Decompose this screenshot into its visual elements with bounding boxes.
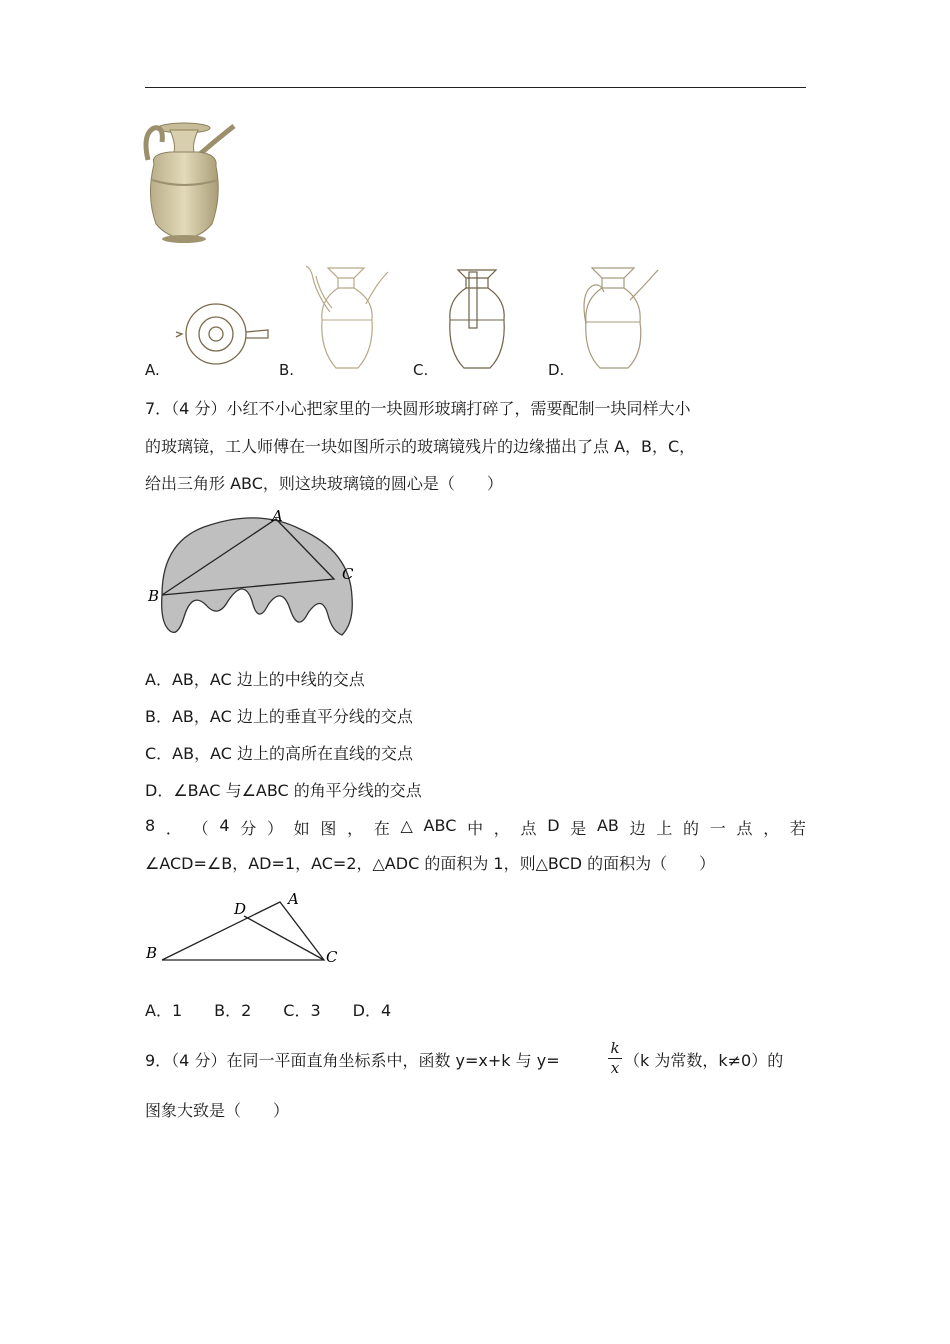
q8-token: 上 [656,819,673,838]
q8-token: D [547,816,560,835]
option-a-label: A. [145,361,160,379]
header-rule [145,87,806,88]
q8-token: 点 [736,819,753,838]
q8-token: 如 [293,819,310,838]
q8-token: 8 [145,816,156,835]
option-d-drawing [578,264,662,374]
q8-token: △ [400,816,413,835]
point-d-label: D [234,900,247,918]
q8-token: 4 [219,816,230,835]
q8-token: 在 [373,819,390,838]
option-c-label: C. [413,361,429,379]
q8-token: ABC [423,816,457,835]
q7-option-b: B．AB，AC 边上的垂直平分线的交点 [145,707,413,726]
k-over-x-fraction [608,1040,622,1077]
option-b-label: B. [279,361,295,379]
fraction-numerator: k [610,1039,620,1057]
option-d-label: D. [548,361,565,379]
option-a-drawing [172,300,272,370]
q7-option-d: D．∠BAC 与∠ABC 的角平分线的交点 [145,781,422,800]
q8-token: 是 [570,819,587,838]
q8-token: ． [165,819,182,838]
q9-line-1-before: 9．（4 分）在同一平面直角坐标系中，函数 y=x+k 与 y= [145,1051,560,1070]
point-c-label: C [326,948,338,966]
q8-token: ） [266,819,283,838]
point-b-label: B [146,944,158,962]
point-c-label: C [342,565,354,583]
q8-token: 中 [467,819,484,838]
q8-options: A．1 B．2 C．3 D．4 [145,1001,392,1020]
q8-token: 边 [629,819,646,838]
q8-token: 一 [709,819,726,838]
q8-token: ， [763,819,780,838]
q8-token: ， [493,819,510,838]
q8-token: 的 [683,819,700,838]
fraction-denominator: x [610,1059,620,1077]
q8-token: （ [192,819,209,838]
point-a-label: A [272,507,283,525]
q8-line-2: ∠ACD=∠B，AD=1，AC=2，△ADC 的面积为 1，则△BCD 的面积为（ ） [145,854,716,873]
q9-line-2: 图象大致是（ ） [145,1101,290,1120]
q8-token: 点 [520,819,537,838]
q8-token: ， [347,819,364,838]
q7-line-1: 7．（4 分）小红不小心把家里的一块圆形玻璃打碎了，需要配制一块同样大小 [145,399,691,418]
point-a-label: A [288,890,299,908]
q7-option-a: A．AB，AC 边上的中线的交点 [145,670,365,689]
q7-option-c: C．AB，AC 边上的高所在直线的交点 [145,744,414,763]
broken-glass-figure [140,505,370,650]
q8-token: 图 [320,819,337,838]
q8-token: AB [596,816,619,835]
q8-token: 若 [789,819,806,838]
point-b-label: B [148,587,160,605]
q7-line-3: 给出三角形 ABC，则这块玻璃镜的圆心是（ ） [145,474,503,493]
q8-line-1 [145,816,806,839]
q9-line-1-after: （k 为常数，k≠0）的 [624,1051,784,1070]
triangle-figure [140,884,350,970]
q7-line-2: 的玻璃镜，工人师傅在一块如图所示的玻璃镜残片的边缘描出了点 A，B，C， [145,437,696,456]
teapot-photo [140,120,242,244]
option-c-drawing [442,264,512,374]
q8-token: 分 [240,819,257,838]
option-b-drawing [302,264,392,374]
